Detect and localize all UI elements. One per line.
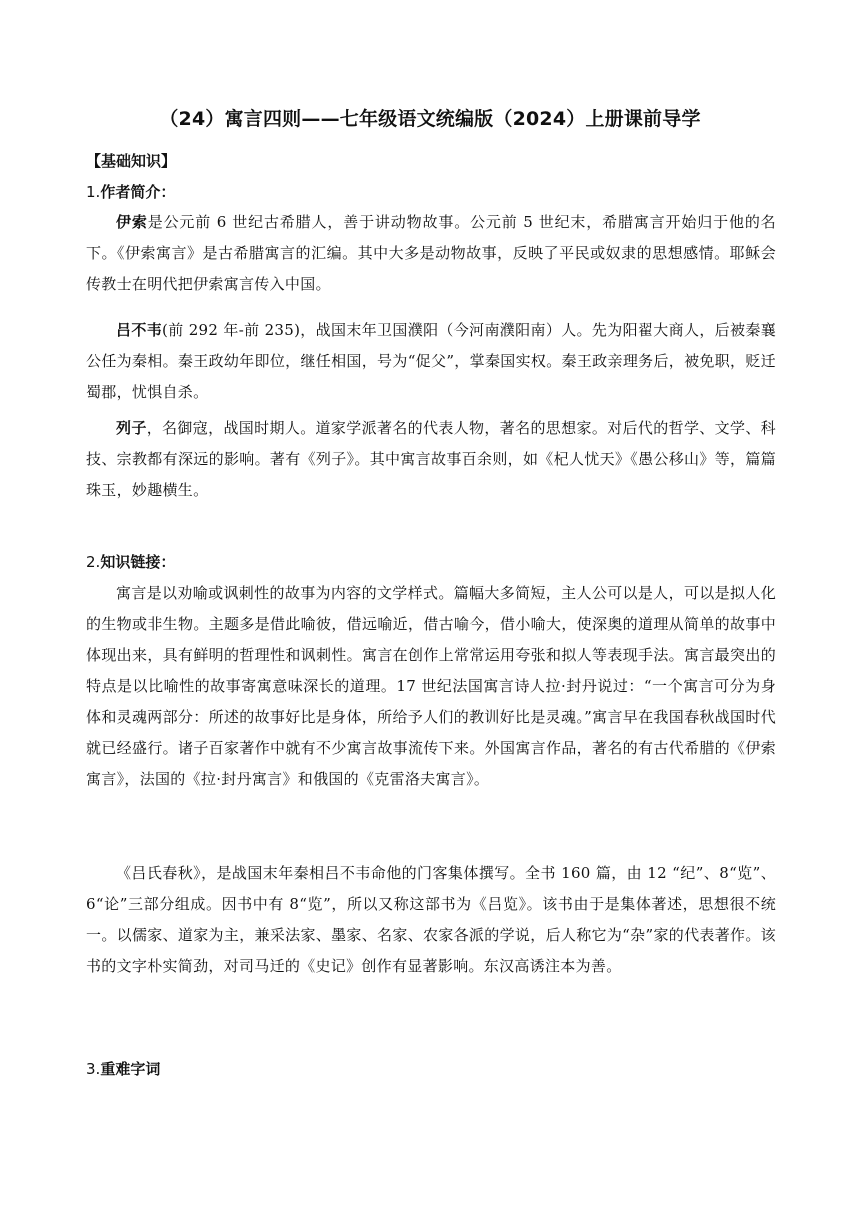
author-name-liezi: 列子 (116, 419, 147, 437)
paragraph-text: (前 292 年-前 235)，战国末年卫国濮阳（今河南濮阳南）人。先为阳翟大商人，后被秦襄公任为秦相。秦王政幼年即位，继任相国，号为“促父”，掌秦国实权。秦王政亲理务后，被免职，贬迁蜀郡，忧惧自杀。 (86, 321, 777, 401)
document-title: （24）寓言四则——七年级语文统编版（2024）上册课前导学 (159, 108, 701, 130)
heading-number: 1. (86, 183, 101, 201)
author-name-aesop: 伊索 (116, 213, 148, 231)
heading-number: 3. (86, 1060, 101, 1078)
heading-author-intro (86, 181, 175, 202)
paragraph-fable-definition: 寓言是以劝喻或讽刺性的故事为内容的文学样式。篇幅大多简短，主人公可以是人，可以是拟人化的生物或非生物。主题多是借此喻彼，借远喻近，借古喻今，借小喻大，使深奥的道理从简单的故事中体现出来，具有鲜明的哲理性和讽刺性。寓言在创作上常常运用夸张和拟人等表现手法。寓言最突出的特点是以比喻性的故事寄寓意味深长的道理。17 世纪法国寓言诗人拉·封丹说过：“一个寓言可分为身体和灵魂两部分：所述的故事好比是身体，所给予人们的教训好比是灵魂。”寓言早在我国春秋战国时代就已经盛行。诸子百家著作中就有不少寓言故事流传下来。外国寓言作品，著名的有古代希腊的《伊索寓言》，法国的《拉·封丹寓言》和俄国的《克雷洛夫寓言》。 (86, 584, 776, 788)
paragraph-lv-buwei (86, 315, 776, 408)
heading-label: 知识链接： (100, 553, 176, 571)
heading-label: 重难字词 (100, 1060, 161, 1078)
paragraph-text: ，名御寇，战国时期人。道家学派著名的代表人物，著名的思想家。对后代的哲学、文学、科技、宗教都有深远的影响。著有《列子》。其中寓言故事百余则，如《杞人忧天》《愚公移山》等，篇篇珠玉，妙趣横生。 (86, 419, 776, 499)
paragraph-aesop (86, 207, 776, 300)
paragraph-text: 是公元前 6 世纪古希腊人，善于讲动物故事。公元前 5 世纪末，希腊寓言开始归于他的名下。《伊索寓言》是古希腊寓言的汇编。其中大多是动物故事，反映了平民或奴隶的思想感情。耶稣会传教士在明代把伊索寓言传入中国。 (86, 213, 776, 293)
heading-knowledge-link (86, 551, 175, 572)
paragraph-liezi (86, 413, 776, 506)
author-name-lv-buwei: 吕不韦 (116, 321, 163, 339)
heading-number: 2. (86, 553, 101, 571)
heading-key-words (86, 1058, 160, 1079)
heading-label: 作者简介： (100, 183, 176, 201)
paragraph-lushi-chunqiu: 《吕氏春秋》，是战国末年秦相吕不韦命他的门客集体撰写。全书 160 篇，由 12 “纪”、8“览”、6“论”三部分组成。因书中有 8“览”，所以又称这部书为《吕览》。该书由于是集体著述，思想很不统一。以儒家、道家为主，兼采法家、墨家、名家、农家各派的学说，后人称它为“杂”家的代表著作。该书的文字朴实简劲，对司马迁的《史记》创作有显著影响。东汉高诱注本为善。 (86, 864, 776, 975)
section-heading-basics: 【基础知识】 (86, 152, 177, 170)
